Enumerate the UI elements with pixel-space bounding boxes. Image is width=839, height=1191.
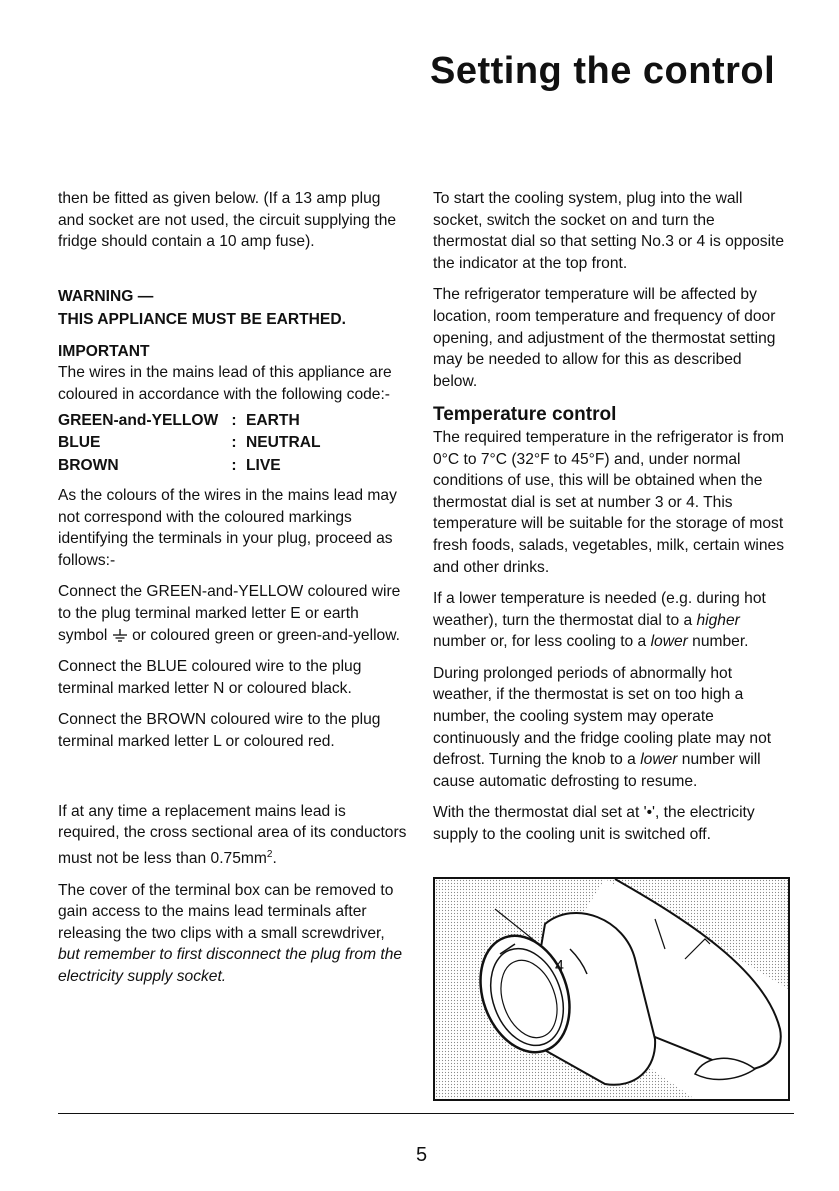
wire-code-row (58, 410, 321, 433)
thermostat-illustration (435, 879, 788, 1099)
intro-paragraph: then be fitted as given below. (If a 13 amp plug and socket are not used, the circuit supplying the fridge should contain a 10 amp fuse). (58, 190, 397, 251)
prolonged-text-b: number will cause automatic defrosting to resume. (433, 751, 761, 790)
warning-line: WARNING — (58, 287, 154, 305)
start-paragraph: To start the cooling system, plug into the wall socket, switch the socket on and turn the thermostat dial so that setting No.3 or 4 is opposite the indicator at the top front. (433, 190, 785, 272)
wire-colour: BLUE (58, 434, 101, 452)
temperature-paragraph: The refrigerator temperature will be affected by location, room temperature and frequency of door opening, and adjustment of the thermostat setting may be needed to allow for this as described below. (433, 286, 776, 390)
important-paragraph: The wires in the mains lead of this appliance are coloured in accordance with the following code:- (58, 364, 392, 403)
prolonged-paragraph (433, 663, 785, 793)
prolonged-text-a: During prolonged periods of abnormally hot weather, if the thermostat is set on too high a number, the cooling system may operate continuously and the fridge cooling plate may not defrost. Turning the knob to a (433, 664, 772, 769)
thermostat-dial-figure (433, 877, 790, 1101)
wire-sep: : (231, 434, 237, 452)
wire-sep: : (231, 456, 237, 474)
earth-symbol-icon (112, 629, 128, 643)
wire-sep: : (231, 411, 237, 429)
green-text-a: Connect the GREEN-and-YELLOW coloured wire to the plug terminal marked letter E or earth symbol (58, 583, 401, 644)
replacement-text: If at any time a replacement mains lead is required, the cross sectional area of its conductors must not be less than 0.75mm (58, 802, 407, 867)
wire-colour: GREEN-and-YELLOW (58, 411, 219, 429)
replacement-end: . (272, 849, 277, 867)
lower-text-c: number. (687, 633, 749, 651)
green-yellow-paragraph (58, 581, 410, 646)
wire-meaning: LIVE (246, 456, 281, 474)
blue-paragraph: Connect the BLUE coloured wire to the plug terminal marked letter N or coloured black. (58, 658, 362, 697)
cover-paragraph (58, 880, 410, 988)
footer-rule (58, 1113, 794, 1114)
page-number: 5 (416, 1144, 428, 1166)
lower-italic: lower (650, 633, 688, 651)
required-paragraph: The required temperature in the refrigerator is from 0°C to 7°C (32°F to 45°F) and, under normal conditions of use, this will be obtained when the thermostat dial is set at number 3 or 4. This temperature will be suitable for the storage of most fresh foods, salads, vegetables, milk, certain wines and other drinks. (433, 428, 785, 576)
wire-code-row (58, 432, 321, 455)
brown-paragraph: Connect the BROWN coloured wire to the plug terminal marked letter L or coloured red. (58, 711, 381, 750)
left-column (58, 188, 410, 998)
green-text-b: or coloured green or green-and-yellow. (132, 626, 400, 644)
lower-temp-paragraph (433, 588, 785, 653)
replacement-sup: 2 (266, 848, 273, 860)
wire-meaning: NEUTRAL (246, 434, 321, 452)
wire-code-row (58, 455, 321, 478)
lower-text-a: If a lower temperature is needed (e.g. during hot weather), turn the thermostat dial to a (433, 590, 766, 629)
cover-text-italic: but remember to first disconnect the plug from the electricity supply socket. (58, 946, 403, 985)
higher-italic: higher (696, 611, 740, 629)
lower-text-b: number or, for less cooling to a (433, 633, 651, 651)
right-column (433, 188, 785, 856)
page-title: Setting the control (430, 50, 776, 92)
wire-colour: BROWN (58, 456, 119, 474)
wire-meaning: EARTH (246, 411, 300, 429)
prolonged-lower-italic: lower (640, 751, 678, 769)
cover-text: The cover of the terminal box can be removed to gain access to the mains lead terminals after releasing the two clips with a small screwdriver, (58, 881, 394, 942)
important-heading: IMPORTANT (58, 342, 150, 360)
temperature-control-heading: Temperature control (433, 404, 617, 426)
colours-paragraph: As the colours of the wires in the mains lead may not correspond with the coloured markings identifying the terminals in your plug, proceed as follows:- (58, 487, 397, 569)
wire-code-table (58, 410, 321, 478)
warning-earthed: THIS APPLIANCE MUST BE EARTHED. (58, 310, 346, 328)
dial-number-label: 4 (555, 958, 564, 975)
switched-off-paragraph: With the thermostat dial set at '•', the electricity supply to the cooling unit is switched off. (433, 804, 755, 844)
replacement-paragraph (58, 801, 410, 870)
